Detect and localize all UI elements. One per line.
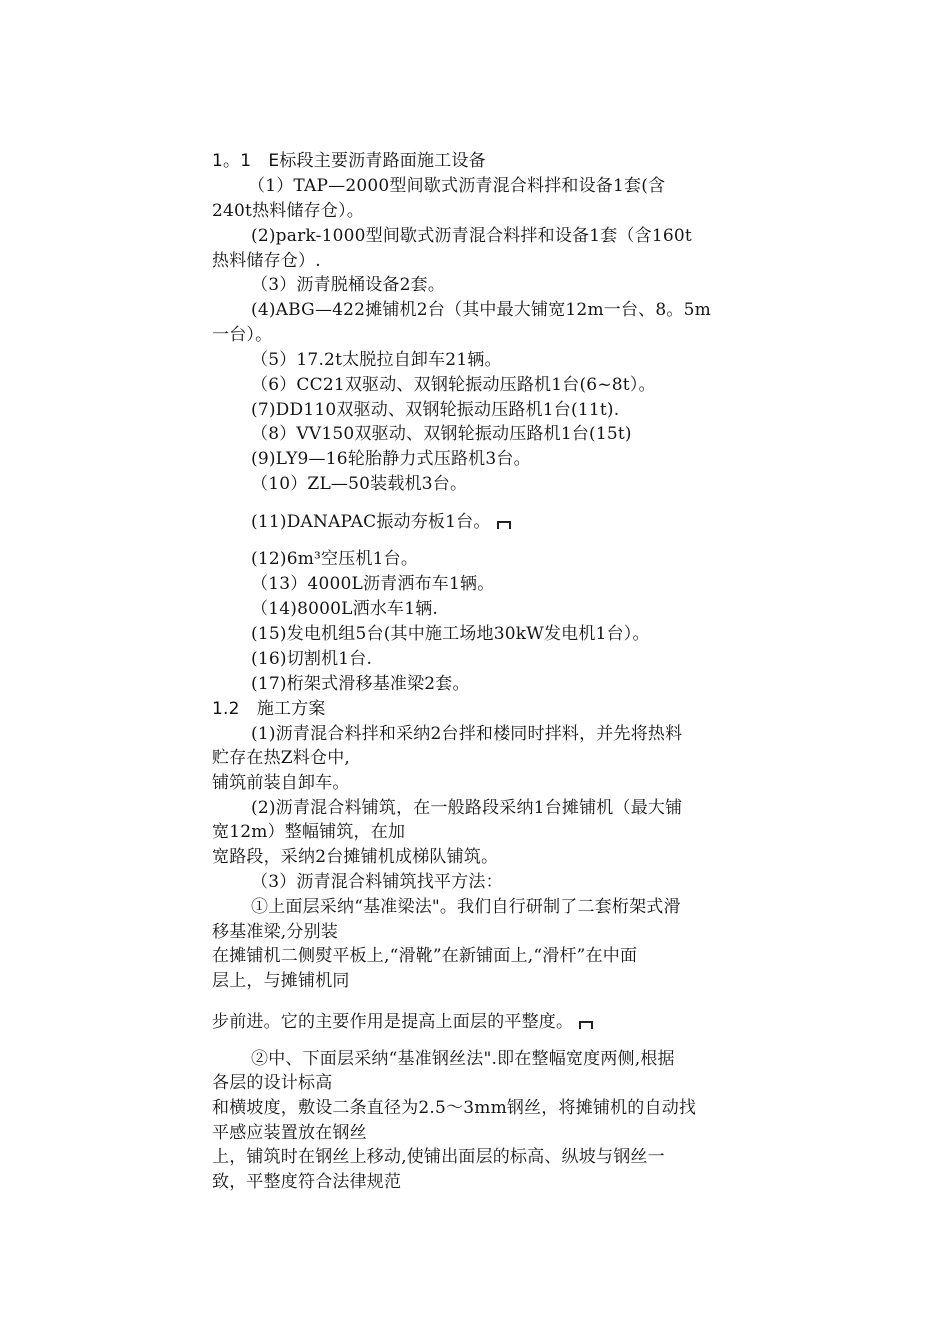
equipment-item-7: (7)DD110双驱动、双钢轮振动压路机1台(11t). — [251, 400, 620, 420]
plan-line-14: 各层的设计标高 — [212, 1073, 333, 1093]
equipment-item-2-line-2: 热料储存仓）. — [212, 251, 321, 271]
bracket-mark-icon — [497, 521, 511, 529]
plan-line-17: 上，铺筑时在钢丝上移动,使铺出面层的标高、纵坡与钢丝一 — [212, 1147, 665, 1167]
plan-line-13: ②中、下面层采纳“基准钢丝法".即在整幅宽度两侧,根据 — [251, 1049, 675, 1069]
plan-line-11: 层上，与摊铺机同 — [212, 971, 350, 991]
equipment-item-5: （5）17.2t太脱拉自卸车21辆。 — [251, 350, 502, 370]
bracket-mark-icon — [579, 1021, 593, 1029]
equipment-item-17: (17)桁架式滑移基准梁2套。 — [251, 674, 470, 694]
plan-line-12-row — [212, 1010, 593, 1034]
equipment-item-15: (15)发电机组5台(其中施工场地30kW发电机1台）。 — [251, 624, 650, 644]
equipment-item-2-line-1: (2)park-1000型间歇式沥青混合料拌和设备1套（含160t — [251, 226, 692, 246]
equipment-item-12: (12)6m³空压机1台。 — [251, 549, 419, 569]
plan-line-16: 平感应装置放在钢丝 — [212, 1123, 367, 1143]
plan-line-4: (2)沥青混合料铺筑，在一般路段采纳1台摊铺机（最大铺 — [251, 798, 683, 818]
plan-line-8: ①上面层采纳“基准梁法"。我们自行研制了二套桁架式滑 — [251, 897, 681, 917]
plan-line-10: 在摊铺机二侧熨平板上,“滑靴”在新铺面上,“滑杆”在中面 — [212, 946, 638, 966]
section-heading-plan: 1.2 施工方案 — [212, 699, 326, 719]
equipment-item-9: (9)LY9—16轮胎静力式压路机3台。 — [251, 449, 531, 469]
equipment-item-14: （14)8000L洒水车1辆. — [251, 599, 439, 619]
plan-line-3: 铺筑前装自卸车。 — [212, 773, 350, 793]
plan-line-15: 和横坡度，敷设二条直径为2.5～3mm钢丝，将摊铺机的自动找 — [212, 1098, 697, 1118]
plan-line-9: 移基准梁,分别装 — [212, 922, 339, 942]
equipment-item-4-line-1: (4)ABG—422摊铺机2台（其中最大铺宽12m一台、8。5m — [251, 300, 711, 320]
equipment-item-11: (11)DANAPAC振动夯板1台。 — [251, 512, 491, 532]
equipment-item-4-line-2: 一台）。 — [212, 325, 273, 345]
plan-line-1: (1)沥青混合料拌和采纳2台拌和楼同时拌料，并先将热料 — [251, 724, 683, 744]
equipment-item-6: （6）CC21双驱动、双钢轮振动压路机1台(6~8t）。 — [251, 375, 656, 395]
equipment-item-1-line-2: 240t热料储存仓）。 — [212, 201, 364, 221]
plan-line-2: 贮存在热Z料仓中, — [212, 748, 351, 768]
plan-line-5: 宽12m）整幅铺筑，在加 — [212, 822, 406, 842]
plan-line-18: 致，平整度符合法律规范 — [212, 1172, 402, 1192]
equipment-item-1-line-1: （1）TAP—2000型间歇式沥青混合料拌和设备1套(含 — [248, 176, 666, 196]
equipment-item-8: （8）VV150双驱动、双钢轮振动压路机1台(15t) — [251, 424, 632, 444]
plan-line-6: 宽路段，采纳2台摊铺机成梯队铺筑。 — [212, 847, 499, 867]
equipment-item-16: (16)切割机1台. — [251, 649, 373, 669]
plan-line-12: 步前进。它的主要作用是提高上面层的平整度。 — [212, 1012, 574, 1032]
section-heading-equipment: 1。1 E标段主要沥青路面施工设备 — [212, 151, 486, 171]
equipment-item-3: （3）沥青脱桶设备2套。 — [251, 275, 446, 295]
equipment-item-10: （10）ZL—50装载机3台。 — [251, 474, 468, 494]
equipment-item-11-row — [251, 510, 511, 534]
equipment-item-13: （13）4000L沥青洒布车1辆。 — [251, 574, 495, 594]
plan-line-7: （3）沥青混合料铺筑找平方法： — [251, 872, 503, 892]
